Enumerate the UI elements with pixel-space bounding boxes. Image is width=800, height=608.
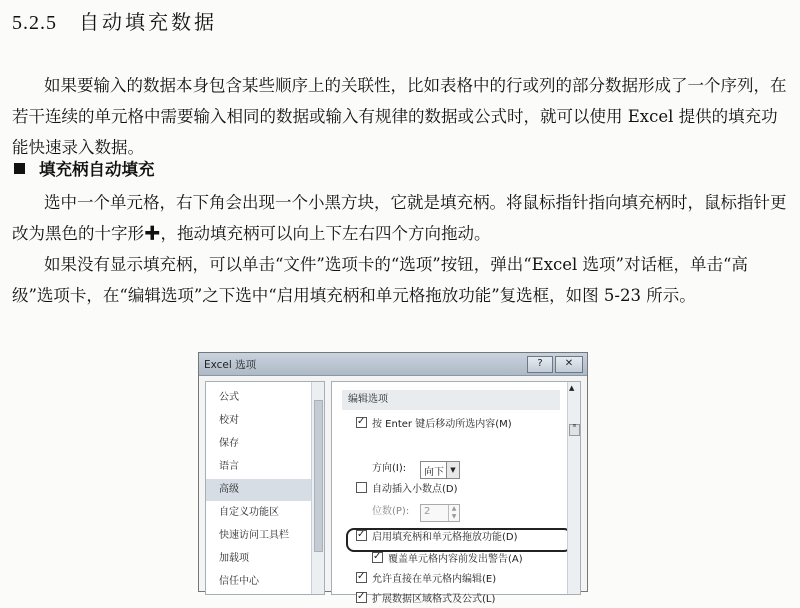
- category-scrollbar[interactable]: [311, 382, 324, 594]
- direction-select[interactable]: [420, 461, 460, 479]
- checkbox-overwrite-alert[interactable]: [372, 552, 383, 563]
- nav-item-formulas[interactable]: 公式: [219, 392, 239, 403]
- options-scrollbar[interactable]: [567, 382, 580, 594]
- subheading-text: 填充柄自动填充: [39, 160, 155, 179]
- nav-item-language[interactable]: 语言: [219, 461, 239, 472]
- section-title: 自动填充数据: [79, 10, 217, 34]
- checkbox-move-after-enter[interactable]: [356, 417, 367, 428]
- label-fill-handle: 启用填充柄和单元格拖放功能(D): [372, 532, 518, 543]
- label-extend-formats: 扩展数据区域格式及公式(L): [372, 594, 496, 605]
- nav-item-save[interactable]: 保存: [219, 438, 239, 449]
- label-move-after-enter: 按 Enter 键后移动所选内容(M): [372, 419, 512, 430]
- advanced-options-panel: [331, 381, 581, 605]
- nav-item-trust-center[interactable]: 信任中心: [219, 576, 259, 587]
- direction-value: 向下: [424, 467, 444, 478]
- label-overwrite-alert: 覆盖单元格内容前发出警告(A): [388, 554, 523, 565]
- option-fill-handle[interactable]: [356, 530, 518, 546]
- intro-text: 如果要输入的数据本身包含某些顺序上的关联性，比如表格中的行或列的部分数据形成了一个序列，在若干连续的单元格中需要输入相同的数据或输入有规律的数据或公式时，就可以使用 Excel 提供的填充功能快速录入数据。: [12, 76, 787, 157]
- nav-item-quick-access-toolbar[interactable]: 快速访问工具栏: [219, 530, 289, 541]
- places-label: 位数(P):: [372, 506, 410, 517]
- paragraph-2: [12, 249, 788, 311]
- category-scroll-thumb[interactable]: [314, 400, 323, 552]
- paragraph-2-text: 如果没有显示填充柄，可以单击“文件”选项卡的“选项”按钮，弹出“Excel 选项”对话框，单击“高级”选项卡，在“编辑选项”之下选中“启用填充柄和单元格拖放功能”复选框，如图 5-23 所示。: [12, 255, 748, 305]
- intro-paragraph: [12, 70, 788, 163]
- options-scroll-thumb[interactable]: ≡: [569, 424, 580, 436]
- option-auto-decimal[interactable]: [356, 482, 458, 498]
- nav-item-add-ins[interactable]: 加载项: [219, 553, 249, 564]
- close-button[interactable]: ✕: [555, 356, 583, 373]
- places-spinner[interactable]: [420, 504, 460, 522]
- label-auto-decimal: 自动插入小数点(D): [372, 484, 458, 495]
- option-edit-in-cell[interactable]: [356, 572, 496, 588]
- bullet-square-icon: [14, 163, 25, 174]
- direction-label: 方向(I):: [372, 463, 407, 474]
- chevron-down-icon[interactable]: ▼: [446, 462, 459, 478]
- nav-item-proofing[interactable]: 校对: [219, 415, 239, 426]
- checkbox-edit-in-cell[interactable]: [356, 572, 367, 583]
- section-heading: [12, 6, 217, 35]
- help-button[interactable]: ?: [527, 356, 553, 373]
- places-value: 2: [424, 506, 431, 517]
- paragraph-1-text: 选中一个单元格，右下角会出现一个小黑方块，它就是填充柄。将鼠标指针指向填充柄时，鼠标指针更改为黑色的十字形✚，拖动填充柄可以向上下左右四个方向拖动。: [12, 193, 787, 243]
- option-overwrite-alert[interactable]: [372, 552, 523, 568]
- dialog-title: Excel 选项: [204, 359, 257, 371]
- category-list: [205, 381, 325, 595]
- subheading: [14, 156, 155, 180]
- dialog-titlebar: [199, 353, 587, 376]
- option-extend-formats[interactable]: [356, 592, 495, 608]
- spinner-arrows-icon[interactable]: ▲ ▼: [448, 505, 459, 521]
- excel-options-dialog: [198, 352, 588, 605]
- nav-item-customize-ribbon[interactable]: 自定义功能区: [219, 507, 279, 518]
- section-number: 5.2.5: [12, 12, 57, 34]
- editing-options-header: 编辑选项: [342, 390, 560, 410]
- checkbox-auto-decimal[interactable]: [356, 482, 367, 493]
- checkbox-fill-handle[interactable]: [356, 530, 367, 541]
- scroll-up-icon[interactable]: ▲: [569, 384, 575, 392]
- checkbox-extend-formats[interactable]: [356, 592, 367, 603]
- label-edit-in-cell: 允许直接在单元格内编辑(E): [372, 574, 497, 585]
- option-move-after-enter[interactable]: [356, 417, 512, 433]
- paragraph-1: [12, 187, 788, 249]
- nav-item-advanced[interactable]: 高级: [206, 479, 312, 501]
